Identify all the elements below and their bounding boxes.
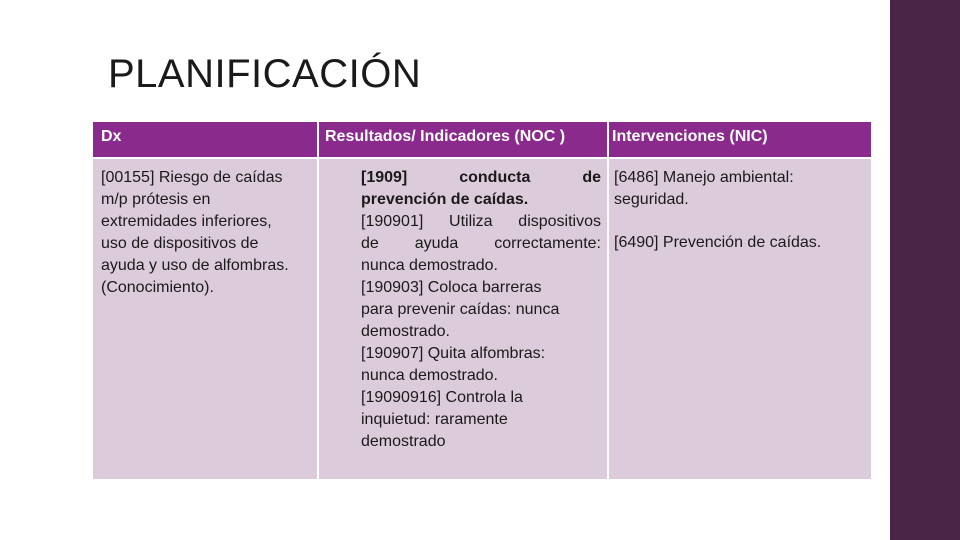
result-line: para prevenir caídas: nunca [361,301,560,318]
planning-table [93,122,871,479]
diagnosis-line: (Conocimiento). [101,279,214,296]
spacer [614,211,867,232]
header-nic: Intervenciones (NIC) [609,122,871,157]
diagnosis-line: extremidades inferiores, [101,213,272,230]
diagnosis-line: m/p prótesis en [101,191,211,208]
result-line: nunca demostrado. [361,257,498,274]
result-line: de ayuda correctamente: [361,235,601,252]
result-line: demostrado. [361,323,450,340]
diagnosis-line: uso de dispositivos de [101,235,259,252]
header-noc: Resultados/ Indicadores (NOC ) [319,122,607,157]
result-heading-line: [1909] conducta de [361,169,601,186]
result-heading-line: prevención de caídas. [361,191,529,208]
cell-diagnosis [93,159,317,479]
header-dx: Dx [93,122,317,157]
result-line: [19090916] Controla la [361,389,523,406]
cell-results [319,159,607,479]
side-accent-bar [890,0,960,540]
intervention-line: [6486] Manejo ambiental: [614,169,794,186]
intervention-line: seguridad. [614,191,689,208]
result-line: demostrado [361,433,446,450]
diagnosis-line: ayuda y uso de alfombras. [101,257,289,274]
result-line: inquietud: raramente [361,411,508,428]
result-line: [190907] Quita alfombras: [361,345,546,362]
result-line: [190901] Utiliza dispositivos [361,213,601,230]
result-line: nunca demostrado. [361,367,498,384]
result-line: [190903] Coloca barreras [361,279,542,296]
page-title: PLANIFICACIÓN [108,52,422,96]
cell-interventions [609,159,871,479]
diagnosis-line: [00155] Riesgo de caídas [101,169,283,186]
intervention-line: [6490] Prevención de caídas. [614,234,822,251]
